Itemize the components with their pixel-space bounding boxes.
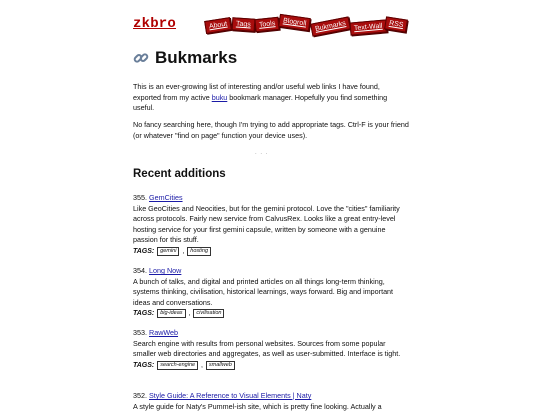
- entry-number: 353.: [133, 328, 147, 337]
- entry-number: 352.: [133, 391, 147, 400]
- tag-badge[interactable]: civilisation: [193, 309, 224, 318]
- main-nav: [205, 14, 405, 42]
- entry-link[interactable]: GemCities: [149, 193, 183, 202]
- nav-rss[interactable]: RSS: [384, 16, 408, 32]
- separator: . . .: [255, 150, 268, 156]
- bookmark-entry: [133, 193, 409, 257]
- nav-about[interactable]: About: [204, 17, 232, 34]
- entry-tags: TAGS: gemini , hosting: [133, 247, 409, 258]
- entry-description: Like GeoCities and Neocities, but for the gemini protocol. Love the "cities" familiarity across protocols. Fairly new service from CalvusRex. Looks like a great entry-level hosting service for your first gemini capsule, written by someone with a genuine passion for this stuff.: [133, 204, 409, 246]
- entry-description: A bunch of talks, and digital and printed articles on all things long-term thinking, systems thinking, civilisation, historical learnings, ways forward. Big and important ideas and conversations.: [133, 277, 409, 309]
- entry-tags: TAGS: big-ideas , civilisation: [133, 309, 409, 320]
- link-icon: [133, 50, 149, 66]
- site-logo[interactable]: zkbro: [133, 16, 176, 32]
- nav-blogroll[interactable]: Blogroll: [278, 14, 311, 31]
- tag-badge[interactable]: big-ideas: [157, 309, 185, 318]
- entry-link[interactable]: Long Now: [149, 266, 181, 275]
- bookmark-entry: [133, 328, 409, 371]
- entry-tags: TAGS: search-engine , smallweb: [133, 361, 409, 372]
- entry-description: A style guide for Naty's Pummel-ish site, which is pretty fine looking. Actually a: [133, 402, 409, 412]
- entry-link[interactable]: Style Guide: A Reference to Visual Elements | Naty: [149, 391, 311, 400]
- entry-link[interactable]: RawWeb: [149, 328, 178, 337]
- nav-bukmarks[interactable]: Bukmarks: [310, 16, 351, 36]
- tag-badge[interactable]: search-engine: [157, 361, 198, 370]
- section-title: Recent additions: [133, 168, 226, 180]
- intro-paragraph-1: This is an ever-growing list of interesting and/or useful web links I have found, exported from my active buku bookmark manager. Hopefully you find something useful.: [133, 82, 409, 114]
- nav-tags[interactable]: Tags: [232, 17, 256, 32]
- tag-badge[interactable]: hosting: [187, 247, 211, 256]
- bookmark-entry: [133, 266, 409, 320]
- nav-text-wall[interactable]: Text-Wall: [350, 19, 388, 35]
- bookmark-entry: [133, 391, 409, 412]
- intro-paragraph-2: No fancy searching here, though I'm trying to add appropriate tags. Ctrl-F is your friend (or whatever "find on page" function your device uses).: [133, 120, 409, 141]
- nav-tools[interactable]: Tools: [254, 17, 280, 32]
- tag-badge[interactable]: smallweb: [206, 361, 235, 370]
- entry-number: 355.: [133, 193, 147, 202]
- entry-number: 354.: [133, 266, 147, 275]
- buku-link[interactable]: buku: [212, 93, 228, 102]
- page-title: [133, 48, 237, 68]
- page-title-text: Bukmarks: [155, 48, 237, 68]
- tag-badge[interactable]: gemini: [157, 247, 179, 256]
- entry-description: Search engine with results from personal websites. Sources from some popular smaller web directories and aggregates, as well as user-submitted. Interface is tight.: [133, 339, 409, 360]
